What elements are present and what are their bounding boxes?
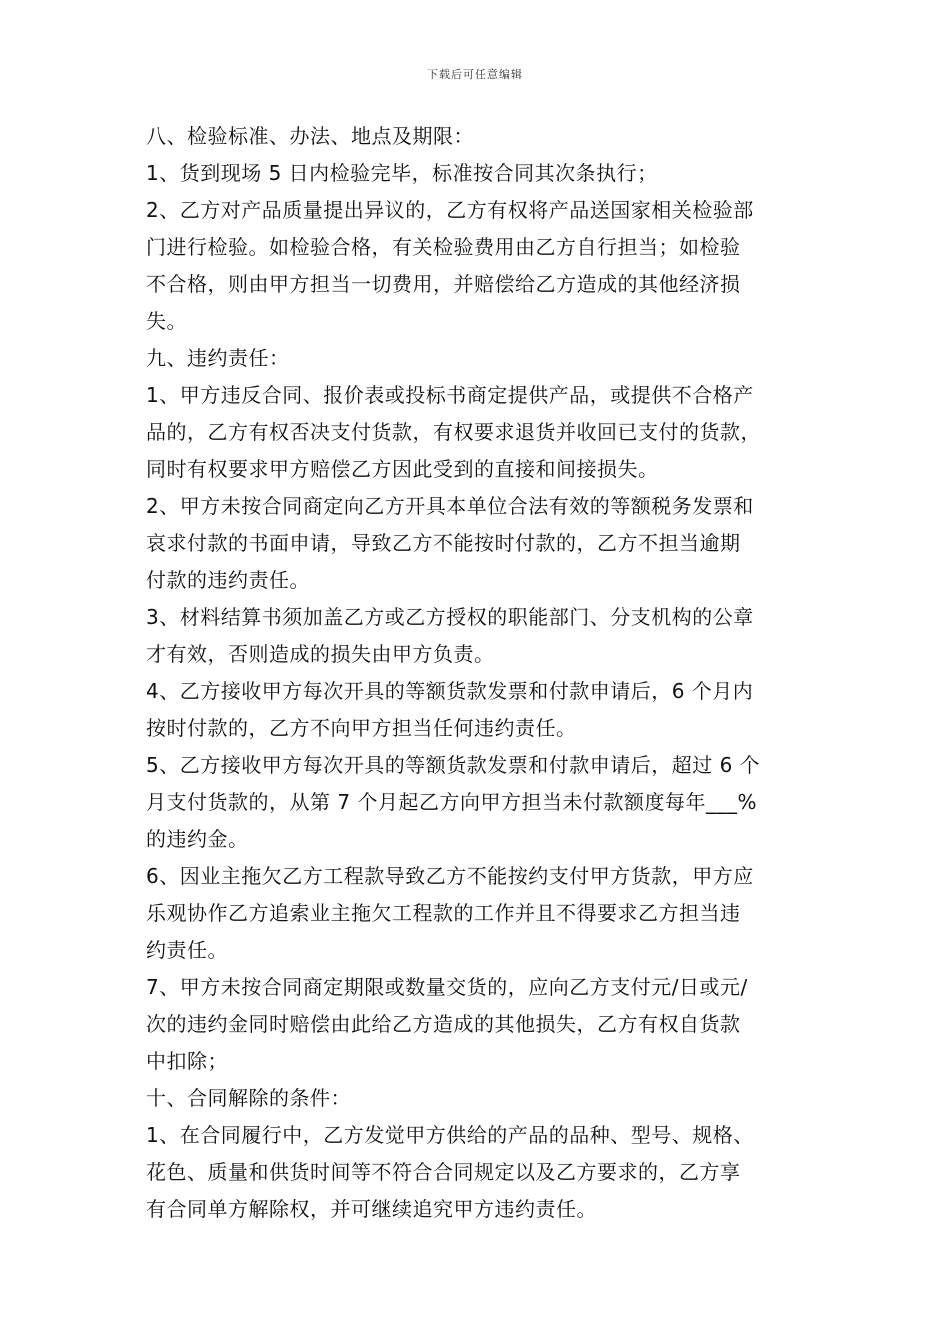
text-line: 1、在合同履行中，乙方发觉甲方供给的产品的品种、型号、规格、 (146, 1123, 754, 1147)
text-line: 有合同单方解除权，并可继续追究甲方违约责任。 (146, 1197, 597, 1221)
text-line: 同时有权要求甲方赔偿乙方因此受到的直接和间接损失。 (146, 457, 659, 481)
text-line: 失。 (146, 309, 187, 333)
text-line: 7、甲方未按合同商定期限或数量交货的，应向乙方支付元/日或元/ (146, 975, 748, 999)
text-line: 按时付款的，乙方不向甲方担当任何违约责任。 (146, 716, 577, 740)
section-heading-breach: 九、违约责任： (146, 346, 290, 370)
text-line: 1、货到现场 5 日内检验完毕，标准按合同其次条执行； (146, 161, 658, 185)
text-line: 1、甲方违反合同、报价表或投标书商定提供产品，或提供不合格产 (146, 383, 754, 407)
text-line: 2、甲方未按合同商定向乙方开具本单位合法有效的等额税务发票和 (146, 494, 754, 518)
text-line: 门进行检验。如检验合格，有关检验费用由乙方自行担当；如检验 (146, 235, 741, 259)
text-line: 品的，乙方有权否决支付货款，有权要求退货并收回已支付的货款， (146, 420, 761, 444)
text-line: 次的违约金同时赔偿由此给乙方造成的其他损失，乙方有权自货款 (146, 1012, 741, 1036)
section-heading-termination: 十、合同解除的条件： (146, 1086, 351, 1110)
text-line: 2、乙方对产品质量提出异议的，乙方有权将产品送国家相关检验部 (146, 198, 754, 222)
text-line: 约责任。 (146, 938, 228, 962)
text-line: 中扣除； (146, 1049, 228, 1073)
text-line: 的违约金。 (146, 827, 249, 851)
text-line: 付款的违约责任。 (146, 568, 310, 592)
text-line: 6、因业主拖欠乙方工程款导致乙方不能按约支付甲方货款，甲方应 (146, 864, 754, 888)
text-line: 花色、质量和供货时间等不符合合同规定以及乙方要求的，乙方享 (146, 1160, 741, 1184)
text-line: 不合格，则由甲方担当一切费用，并赔偿给乙方造成的其他经济损 (146, 272, 741, 296)
text-line: 才有效，否则造成的损失由甲方负责。 (146, 642, 495, 666)
text-line: 4、乙方接收甲方每次开具的等额货款发票和付款申请后，6 个月内 (146, 679, 754, 703)
text-line: 哀求付款的书面申请，导致乙方不能按时付款的，乙方不担当逾期 (146, 531, 741, 555)
text-line: 月支付货款的，从第 7 个月起乙方向甲方担当未付款额度每年___% (146, 790, 757, 814)
text-line: 3、材料结算书须加盖乙方或乙方授权的职能部门、分支机构的公章 (146, 605, 754, 629)
contract-body (146, 118, 816, 1228)
text-line: 5、乙方接收甲方每次开具的等额货款发票和付款申请后，超过 6 个 (146, 753, 761, 777)
page-header: 下载后可任意编辑 (427, 68, 523, 81)
text-line: 乐观协作乙方追索业主拖欠工程款的工作并且不得要求乙方担当违 (146, 901, 741, 925)
section-heading-inspection: 八、检验标准、办法、地点及期限： (146, 124, 474, 148)
